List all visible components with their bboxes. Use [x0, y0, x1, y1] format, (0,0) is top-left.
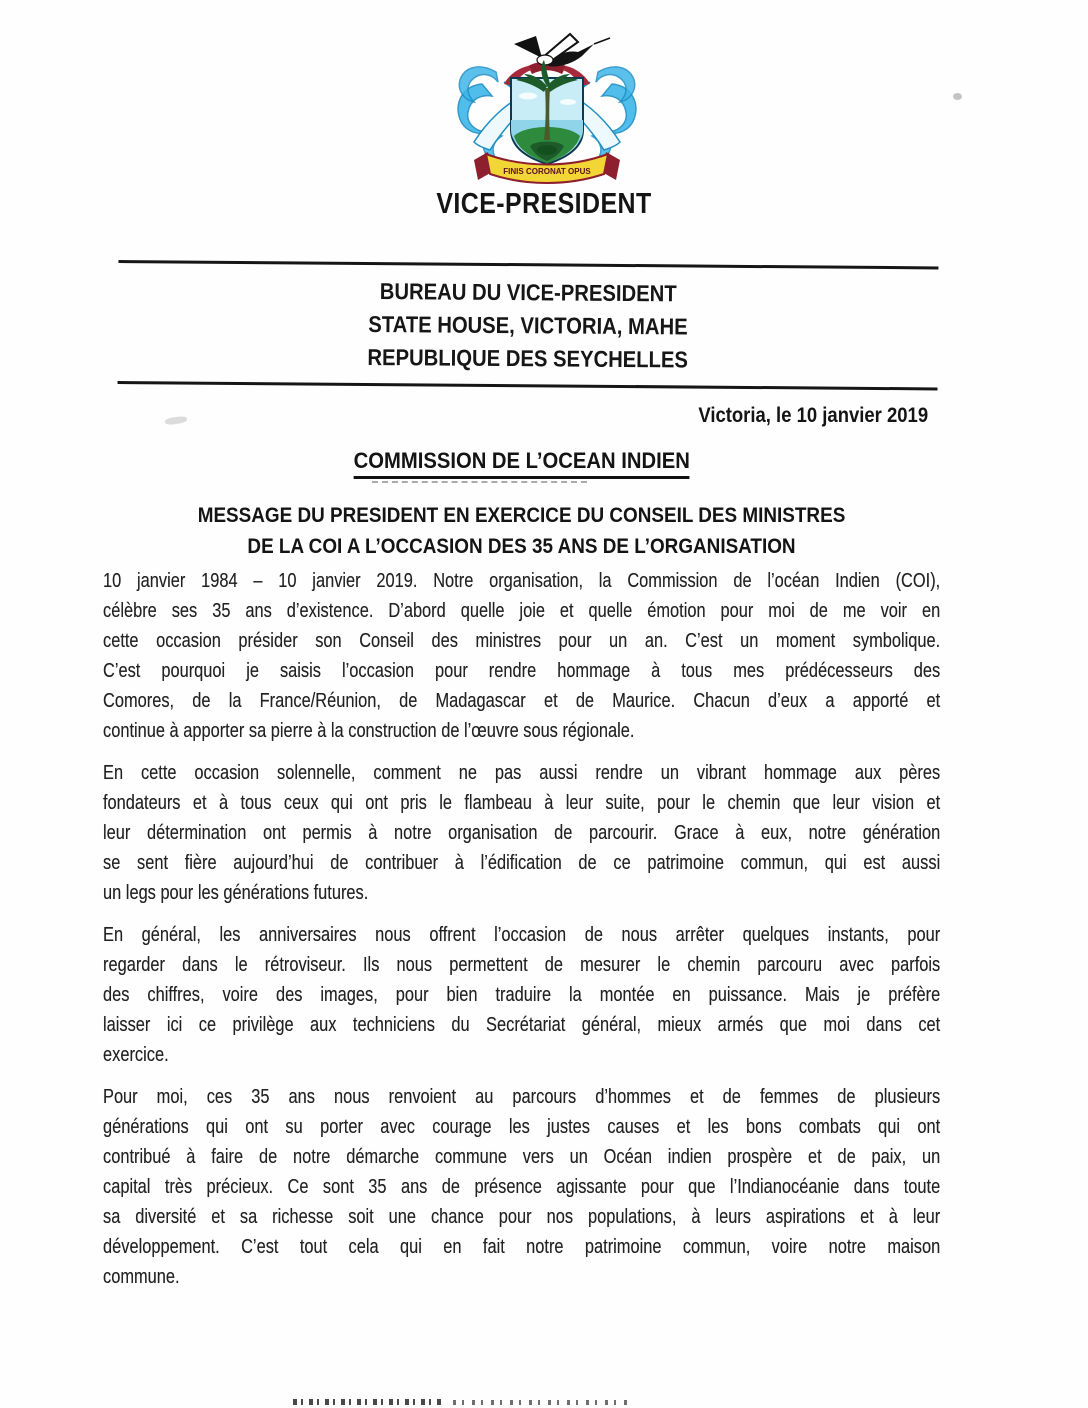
footer-cropped-text [293, 1399, 633, 1408]
heading-subject [103, 500, 940, 562]
paragraph [103, 758, 940, 908]
paragraph [103, 566, 940, 746]
crest-graphic [444, 24, 650, 188]
heading-subject-line-1: MESSAGE DU PRESIDENT EN EXERCICE DU CONSEIL DES MINISTRES [197, 504, 846, 527]
paragraph-line: contribué à faire de notre démarche commune vers un Océan indien prospère et de paix, un [103, 1146, 941, 1168]
tropicbird-icon [514, 34, 610, 67]
paragraph-line: Pour moi, ces 35 ans nous renvoient au parcours d’hommes et de femmes de plusieurs [103, 1086, 941, 1108]
paragraph-line: commune. [103, 1266, 180, 1288]
paragraph-line: 10 janvier 1984 – 10 janvier 2019. Notre organisation, la Commission de l’océan Indien (COI), [103, 570, 941, 592]
crest-motto: FINIS CORONAT OPUS [503, 167, 591, 176]
paragraph-line: fondateurs et à tous ceux qui ont pris le flambeau à leur suite, pour le chemin que leur vision et [103, 792, 941, 814]
paragraph-line: Comores, de la France/Réunion, de Madagascar et de Maurice. Chacun d’eux a apporté et [103, 690, 941, 712]
paragraph-line: développement. C’est tout cela qui en fait notre patrimoine commun, voire notre maison [103, 1236, 941, 1258]
paragraph-line: laisser ici ce privilège aux techniciens du Secrétariat général, mieux armés que moi dans cet [103, 1014, 941, 1036]
scan-smudge [165, 416, 188, 426]
paragraph-line: C’est pourquoi je saisis l’occasion pour rendre hommage à tous mes prédécesseurs des [103, 660, 941, 682]
heading-organization [103, 448, 940, 479]
paragraph-line: sa diversité et sa richesse soit une chance pour nos populations, à leurs aspirations et à leur [103, 1206, 941, 1228]
paragraph-line: capital très précieux. Ce sont 35 ans de présence agissante pour que l’Indianocéanie dans toute [103, 1176, 941, 1198]
paragraph-line: exercice. [103, 1044, 169, 1066]
body-paragraphs [103, 566, 940, 1304]
paragraph-line: En cette occasion solennelle, comment ne pas aussi rendre un vibrant hommage aux pères [103, 762, 941, 784]
scan-double-underline-artifact [372, 481, 587, 483]
heading-subject-line-2: DE LA COI A L’OCCASION DES 35 ANS DE L’ORGANISATION [247, 535, 796, 558]
letterhead-line-3: REPUBLIQUE DES SEYCHELLES [367, 343, 689, 373]
paragraph-line: des chiffres, voire des images, pour bien traduire la montée en puissance. Mais je préfère [103, 984, 941, 1006]
footer-cropped-text-fragment [293, 1399, 443, 1405]
paragraph-line: En général, les anniversaires nous offrent l’occasion de nous arrêter quelques instants, pour [103, 924, 941, 946]
paragraph-line: continue à apporter sa pierre à la construction de l’œuvre sous régionale. [103, 720, 635, 742]
org-title: VICE-PRESIDENT [436, 188, 652, 220]
scan-speck [953, 93, 962, 100]
seychelles-coat-of-arms [444, 24, 650, 188]
footer-cropped-text-fragment [453, 1400, 633, 1405]
dateline: Victoria, le 10 janvier 2019 [698, 404, 928, 427]
letterhead-line-2: STATE HOUSE, VICTORIA, MAHE [368, 310, 688, 340]
heading-organization-text: COMMISSION DE L’OCEAN INDIEN [353, 448, 689, 479]
letterhead [118, 260, 939, 390]
paragraph-line: un legs pour les générations futures. [103, 882, 369, 904]
letterhead-line-1: BUREAU DU VICE-PRESIDENT [379, 278, 677, 307]
paragraph [103, 920, 940, 1070]
paragraph-line: leur détermination ont permis à notre organisation de parcourir. Grace à eux, notre génération [103, 822, 941, 844]
paragraph-line: se sent fière aujourd’hui de contribuer à l’édification de ce patrimoine commun, qui est aussi [103, 852, 941, 874]
paragraph-line: regarder dans le rétroviseur. Ils nous permettent de mesurer le chemin parcouru avec parfois [103, 954, 941, 976]
paragraph-line: générations qui ont su porter avec courage les justes causes et les bons combats qui ont [103, 1116, 941, 1138]
paragraph-line: cette occasion présider son Conseil des ministres pour un an. C’est un moment symbolique. [103, 630, 941, 652]
paragraph-line: célèbre ses 35 ans d’existence. D’abord quelle joie et quelle émotion pour moi de me voir en [103, 600, 941, 622]
paragraph [103, 1082, 940, 1292]
